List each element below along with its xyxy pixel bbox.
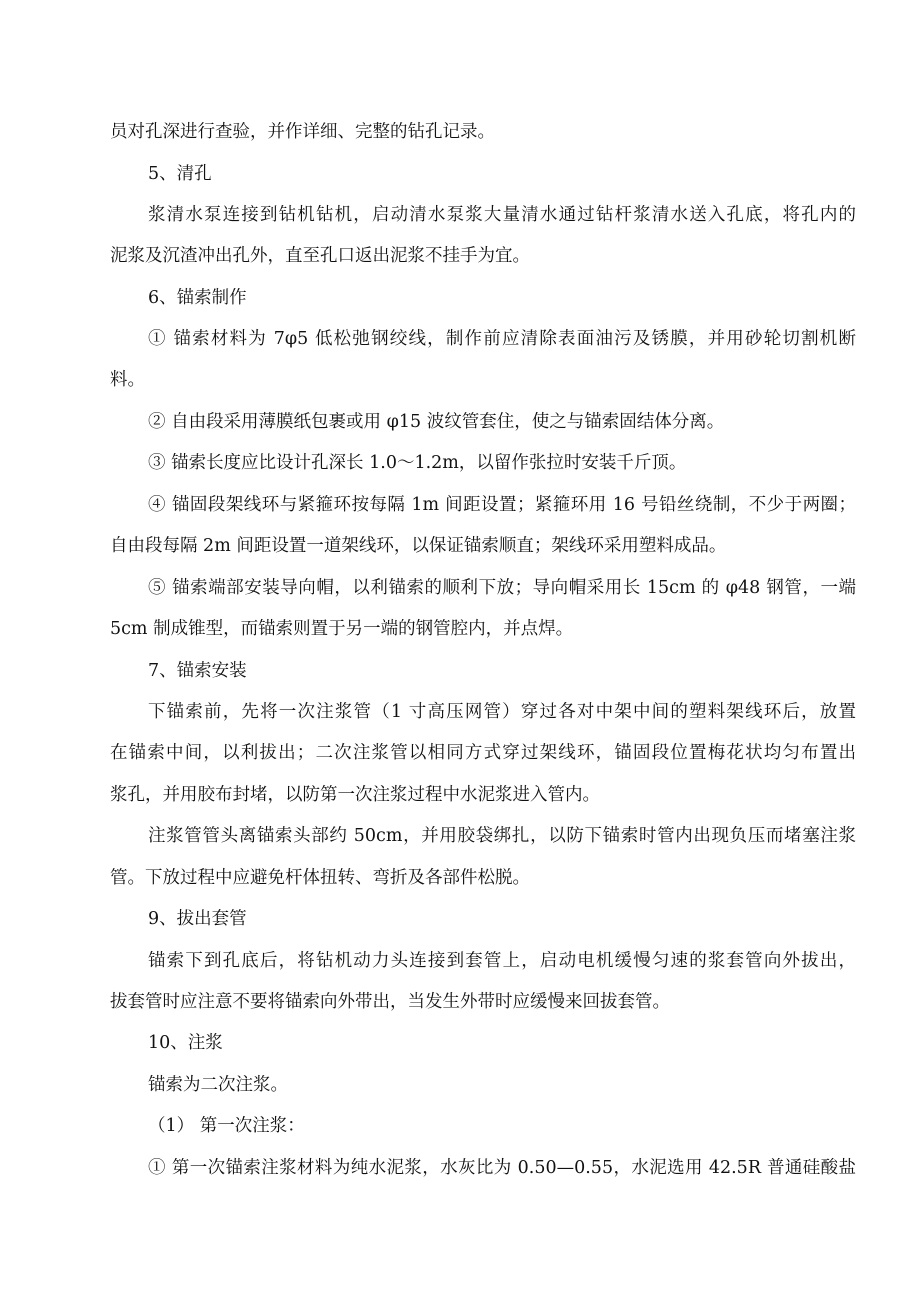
text-line: 锚索为二次注浆。 [148,1075,288,1095]
section-heading: 9、拔出套管 [148,909,247,929]
list-item: ⑤ 锚索端部安装导向帽，以利锚索的顺利下放；导向帽采用长 15cm 的 φ48 钢管，一端 [148,578,856,598]
section-heading: 5、清孔 [148,164,212,184]
text-line: 浆清水泵连接到钻机钻机，启动清水泵浆大量清水通过钻杆浆清水送入孔底，将孔内的 [148,205,856,225]
text-line: 浆孔，并用胶布封堵，以防第一次注浆过程中水泥浆进入管内。 [110,785,600,805]
text-line: 自由段每隔 2m 间距设置一道架线环，以保证锚索顺直；架线环采用塑料成品。 [110,536,727,556]
text-line: 下锚索前，先将一次注浆管（1 寸高压网管）穿过各对中架中间的塑料架线环后，放置 [148,702,856,722]
section-heading: 7、锚索安装 [148,661,247,681]
list-item: ④ 锚固段架线环与紧箍环按每隔 1m 间距设置；紧箍环用 16 号铅丝绕制，不少于两圈； [148,495,856,515]
text-line: 注浆管管头离锚索头部约 50cm，并用胶袋绑扎，以防下锚索时管内出现负压而堵塞注浆 [148,826,856,846]
text-line: 料。 [110,370,145,390]
text-line: 泥浆及沉渣冲出孔外，直至孔口返出泥浆不挂手为宜。 [110,246,530,266]
text-line: 员对孔深进行查验，并作详细、完整的钻孔记录。 [110,122,495,142]
list-item: ① 锚索材料为 7φ5 低松弛钢绞线，制作前应清除表面油污及锈膜，并用砂轮切割机断 [148,329,856,349]
list-item: ② 自由段采用薄膜纸包裹或用 φ15 波纹管套住，使之与锚索固结体分离。 [148,412,725,432]
section-heading: 6、锚索制作 [148,288,247,308]
text-line: 5cm 制成锥型，而锚索则置于另一端的钢管腔内，并点焊。 [110,619,574,639]
text-line: 拔套管时应注意不要将锚索向外带出，当发生外带时应缓慢来回拔套管。 [110,992,670,1012]
text-line: 管。下放过程中应避免杆体扭转、弯折及各部件松脱。 [110,868,530,888]
text-line: 在锚索中间，以利拔出；二次注浆管以相同方式穿过架线环，锚固段位置梅花状均匀布置出 [110,743,856,763]
text-line: 锚索下到孔底后，将钻机动力头连接到套管上，启动电机缓慢匀速的浆套管向外拔出， [148,951,856,971]
list-item: ③ 锚索长度应比设计孔深长 1.0～1.2m，以留作张拉时安装千斤顶。 [148,453,687,473]
sub-heading: （1） 第一次注浆： [148,1116,305,1136]
section-heading: 10、注浆 [148,1033,223,1053]
list-item: ① 第一次锚索注浆材料为纯水泥浆，水灰比为 0.50—0.55，水泥选用 42.5R 普通硅酸盐 [148,1158,856,1178]
